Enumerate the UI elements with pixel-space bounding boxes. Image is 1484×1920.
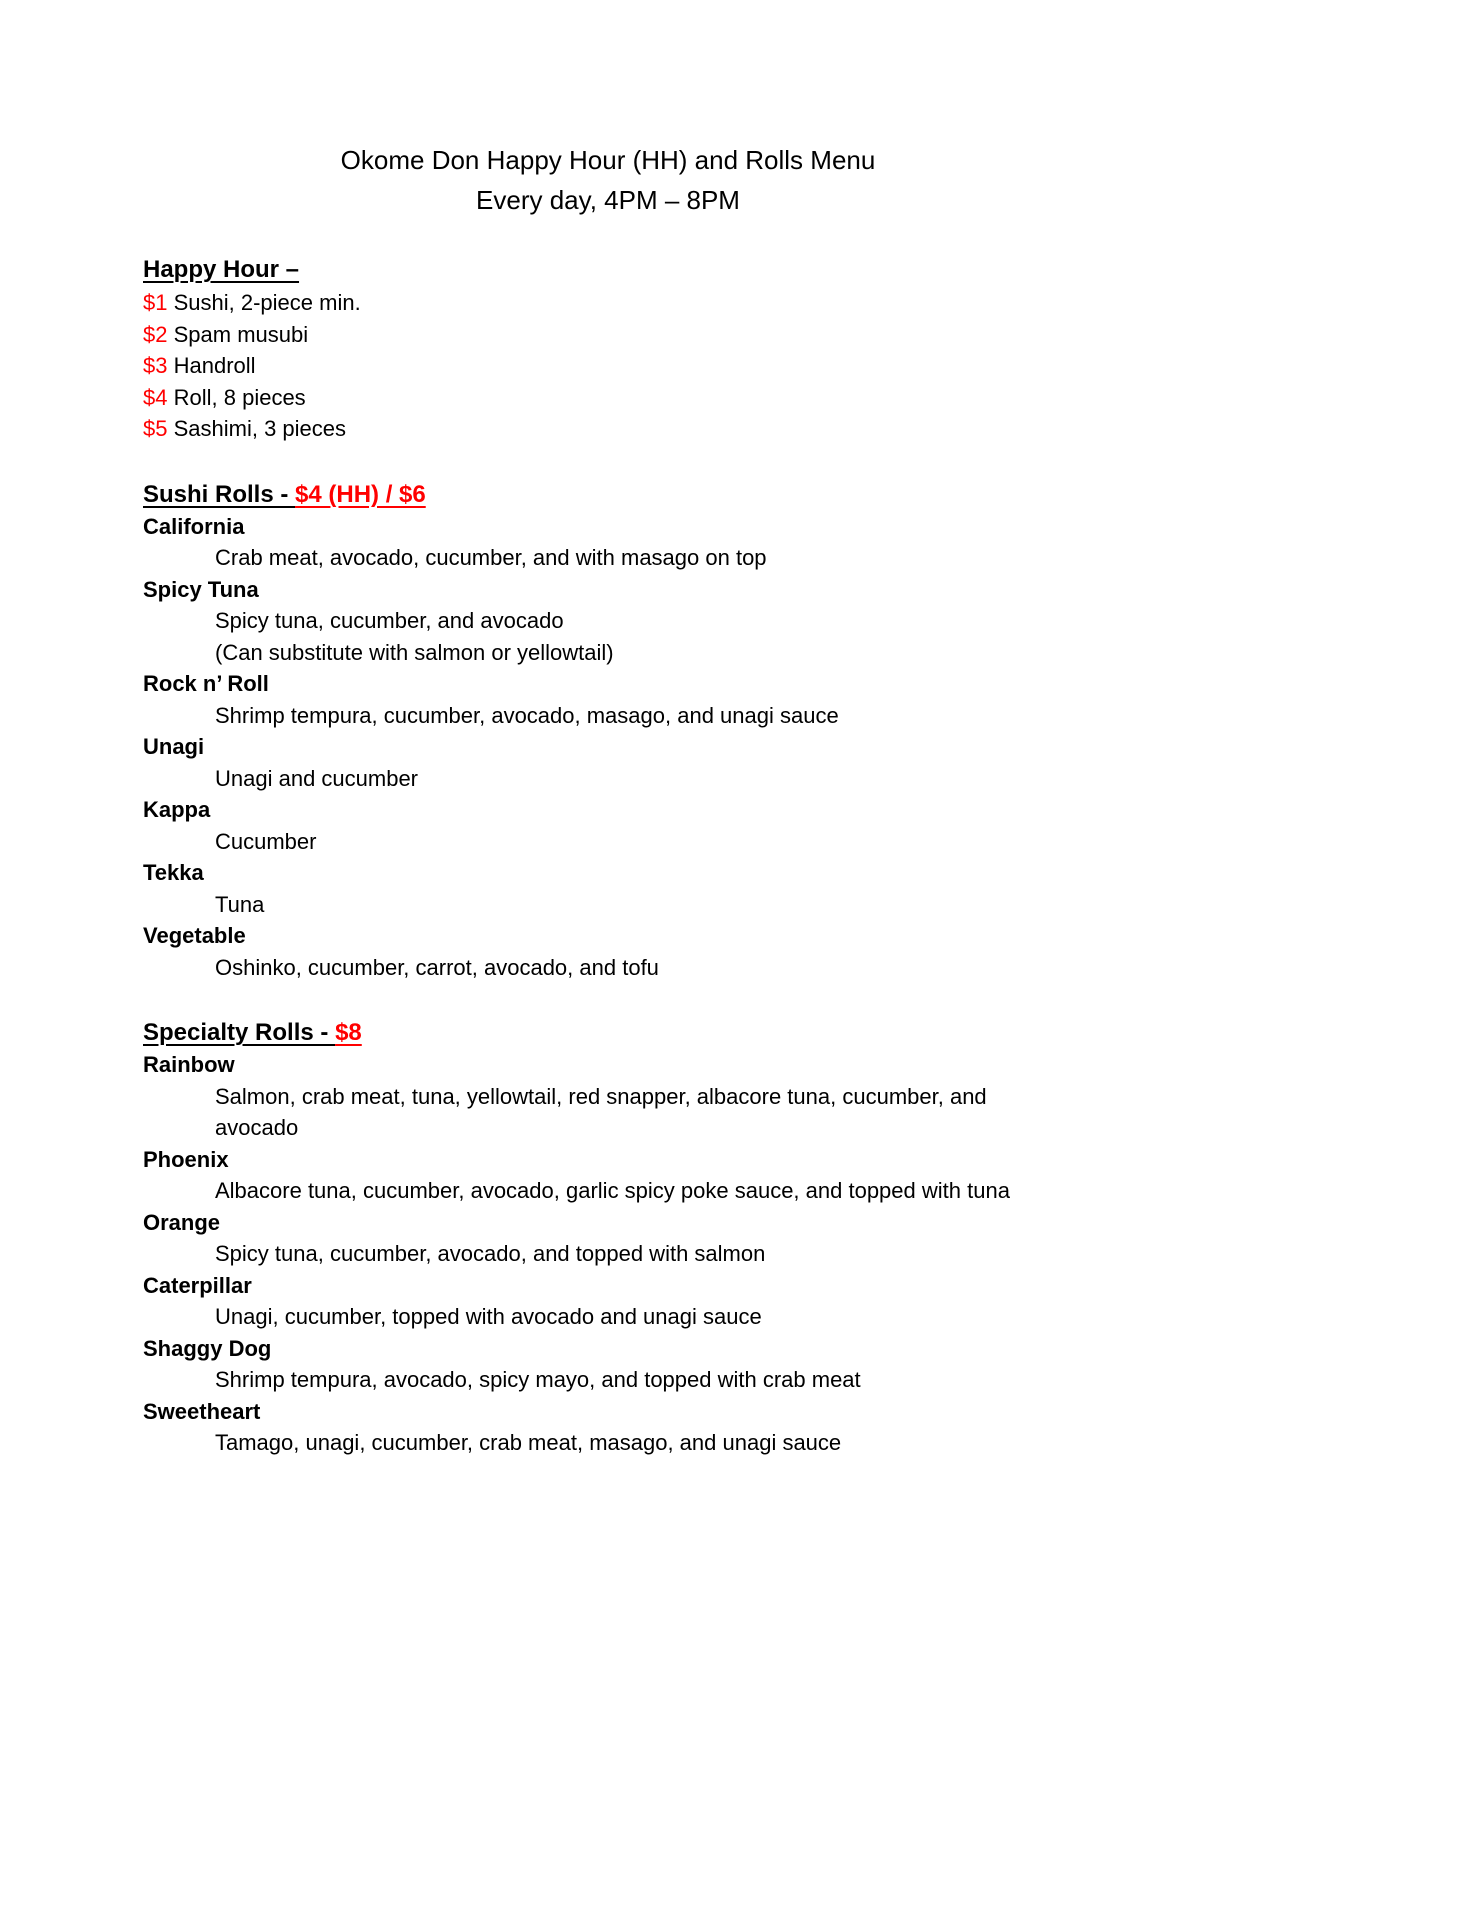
item-name: Spicy Tuna — [143, 576, 259, 602]
happy-hour-item — [143, 382, 1073, 414]
item-label: Sushi, 2-piece min. — [173, 290, 361, 315]
menu-item — [143, 511, 1073, 574]
happy-hour-item — [143, 350, 1073, 382]
item-description: Crab meat, avocado, cucumber, and with masago on top — [215, 545, 767, 570]
item-description: Tuna — [215, 891, 265, 917]
specialty-rolls-heading-text: Specialty Rolls - — [143, 1019, 336, 1046]
menu-item — [143, 1207, 1073, 1270]
menu-item — [143, 1049, 1073, 1144]
happy-hour-item — [143, 319, 1073, 351]
item-description: Tamago, unagi, cucumber, crab meat, masago, and unagi sauce — [215, 1430, 842, 1455]
menu-item — [143, 794, 1073, 857]
menu-item — [143, 731, 1073, 794]
happy-hour-heading-text: Happy Hour – — [143, 256, 300, 283]
menu-item — [143, 1396, 1073, 1459]
sushi-rolls-heading-text: Sushi Rolls - — [143, 480, 296, 508]
price-label: $4 — [143, 384, 168, 410]
item-name: Caterpillar — [143, 1272, 252, 1298]
sushi-rolls-heading — [143, 478, 1073, 511]
page-subtitle: Every day, 4PM – 8PM — [476, 185, 740, 215]
item-label: Spam musubi — [173, 321, 309, 347]
item-label: Roll, 8 pieces — [173, 384, 306, 410]
item-label: Sashimi, 3 pieces — [173, 416, 347, 441]
menu-item — [143, 1144, 1073, 1207]
sushi-rolls-section — [143, 478, 1073, 984]
happy-hour-heading — [143, 253, 1073, 286]
item-description: Salmon, crab meat, tuna, yellowtail, red snapper, albacore tuna, cucumber, and avocado — [215, 1083, 987, 1140]
item-description: (Can substitute with salmon or yellowtail) — [215, 639, 614, 665]
happy-hour-items — [143, 287, 1073, 445]
page-title: Okome Don Happy Hour (HH) and Rolls Menu — [340, 145, 876, 175]
happy-hour-section — [143, 253, 1073, 445]
item-name: Shaggy Dog — [143, 1335, 272, 1361]
item-name: Sweetheart — [143, 1398, 261, 1424]
menu-item — [143, 857, 1073, 920]
item-name: Orange — [143, 1209, 221, 1235]
item-description: Albacore tuna, cucumber, avocado, garlic spicy poke sauce, and topped with tuna — [215, 1178, 1010, 1203]
item-description: Oshinko, cucumber, carrot, avocado, and tofu — [215, 954, 659, 980]
item-description: Shrimp tempura, cucumber, avocado, masago, and unagi sauce — [215, 702, 839, 728]
specialty-rolls-section — [143, 1016, 1073, 1459]
menu-item — [143, 668, 1073, 731]
menu-item — [143, 574, 1073, 669]
menu-item — [143, 1270, 1073, 1333]
item-description: Spicy tuna, cucumber, avocado, and topped with salmon — [215, 1241, 766, 1266]
item-description: Unagi, cucumber, topped with avocado and unagi sauce — [215, 1304, 762, 1329]
item-name: Kappa — [143, 797, 211, 822]
item-name: California — [143, 513, 245, 539]
item-name: Rainbow — [143, 1052, 235, 1077]
item-description: Shrimp tempura, avocado, spicy mayo, and topped with crab meat — [215, 1367, 861, 1392]
price-label: $5 — [143, 416, 168, 441]
item-name: Phoenix — [143, 1146, 229, 1172]
specialty-rolls-heading — [143, 1016, 1073, 1049]
item-description: Cucumber — [215, 828, 317, 854]
item-name: Unagi — [143, 734, 205, 759]
document-content — [143, 140, 1073, 1459]
item-description: Unagi and cucumber — [215, 765, 419, 791]
price-label: $2 — [143, 321, 168, 347]
item-name: Tekka — [143, 860, 204, 885]
item-description: Spicy tuna, cucumber, and avocado — [215, 608, 564, 633]
specialty-rolls-heading-price: $8 — [335, 1019, 362, 1046]
item-name: Vegetable — [143, 923, 246, 948]
happy-hour-item — [143, 287, 1073, 319]
item-label: Handroll — [173, 353, 256, 378]
menu-item — [143, 920, 1073, 983]
sushi-rolls-heading-price: $4 (HH) / $6 — [295, 480, 426, 508]
menu-item — [143, 1333, 1073, 1396]
happy-hour-item — [143, 413, 1073, 445]
item-name: Rock n’ Roll — [143, 671, 269, 696]
price-label: $3 — [143, 353, 168, 378]
price-label: $1 — [143, 290, 168, 315]
